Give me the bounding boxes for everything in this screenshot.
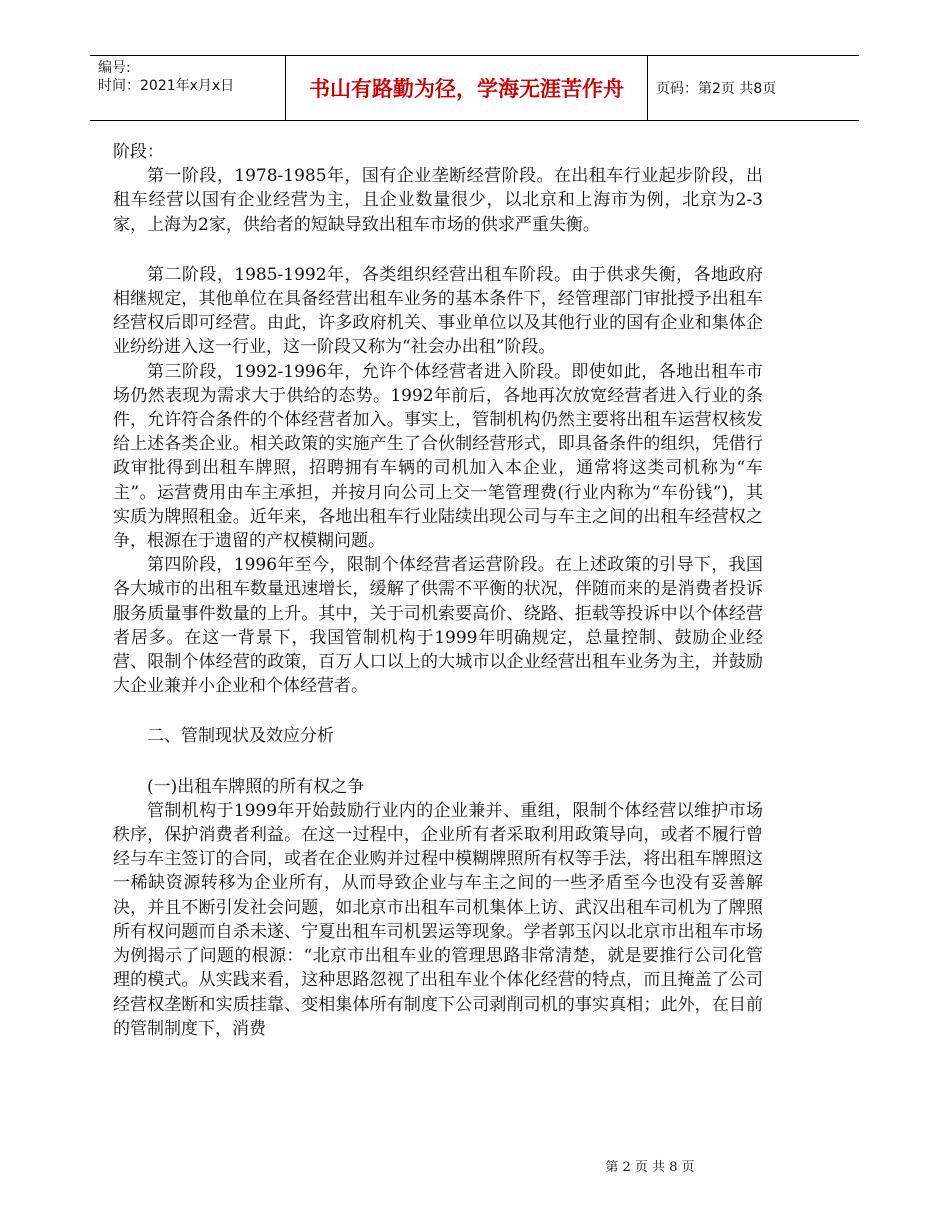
section-heading: 二、管制现状及效应分析 [147, 726, 334, 747]
paragraph-ownership: 管制机构于1999年开始鼓励行业内的企业兼并、重组，限制个体经营以维护市场秩序，保护消费者利益。在这一过程中，企业所有者采取利用政策导向，或者不履行曾经与车主签订的合同，或者在企业购并过程中模糊牌照所有权等手法，将出租车牌照这一稀缺资源转移为企业所有，从而导致企业与车主之间的一些矛盾至今也没有妥善解决，并且不断引发社会问题，如北京市出租车司机集体上访、武汉出租车司机为了牌照所有权问题而自杀未遂、宁夏出租车司机罢运等现象。学者郭玉闪以北京市出租车市场为例揭示了问题的根源：“北京市出租车业的管理思路非常清楚，就是要推行公司化管理的模式。从实践来看，这种思路忽视了出租车业个体化经营的特点，而且掩盖了公司经营权垄断和实质挂靠、变相集体所有制度下公司剥削司机的事实真相；此外，在目前的管制制度下，消费 [113, 800, 763, 1039]
page-footer: 第 2 页 共 8 页 [605, 1160, 695, 1175]
header-page-label: 页码：第2页 共8页 [656, 81, 777, 97]
paragraph-stage-2: 第二阶段，1985-1992年，各类组织经营出租车阶段。由于供求失衡，各地政府相继规定，其他单位在具备经营出租车业务的基本条件下，经管理部门审批授予出租车经营权后即可经营。由此，许多政府机关、事业单位以及其他行业的国有企业和集体企业纷纷进入这一行业，这一阶段又称为“社会办出租”阶段。 [113, 264, 763, 358]
document-body [113, 140, 763, 1041]
header-table [90, 55, 859, 121]
paragraph-stage-1: 第一阶段，1978-1985年，国有企业垄断经营阶段。在出租车行业起步阶段，出租车经营以国有企业经营为主，且企业数量很少，以北京和上海市为例，北京为2-3家，上海为2家，供给者的短缺导致出租车市场的供求严重失衡。 [113, 166, 763, 235]
doc-number-label: 编号: [98, 60, 131, 76]
paragraph-intro: 阶段： [113, 142, 164, 162]
paragraph-stage-3: 第三阶段，1992-1996年，允许个体经营者进入阶段。即使如此，各地出租车市场仍然表现为需求大于供给的态势。1992年前后，各地再次放宽经营者进入行业的条件，允许符合条件的个体经营者加入。事实上，管制机构仍然主要将出租车运营权核发给上述各类企业。相关政策的实施产生了合伙制经营形式，即具备条件的组织，凭借行政审批得到出租车牌照，招聘拥有车辆的司机加入本企业，通常将这类司机称为“车主”。运营费用由车主承担，并按月向公司上交一笔管理费(行业内称为“车份钱”)，其实质为牌照租金。近年来，各地出租车行业陆续出现公司与车主之间的出租车经营权之争，根源在于遗留的产权模糊问题。 [113, 361, 763, 552]
header-meta-cell [90, 56, 286, 120]
doc-time-label: 时间：2021年x月x日 [98, 78, 235, 94]
header-motto: 书山有路勤为径，学海无涯苦作舟 [286, 56, 648, 120]
subsection-heading: (一)出租车牌照的所有权之争 [147, 776, 365, 797]
paragraph-stage-4: 第四阶段，1996年至今，限制个体经营者运营阶段。在上述政策的引导下，我国各大城市的出租车数量迅速增长，缓解了供需不平衡的状况，伴随而来的是消费者投诉服务质量事件数量的上升。其中，关于司机索要高价、绕路、拒载等投诉中以个体经营者居多。在这一背景下，我国管制机构于1999年明确规定，总量控制、鼓励企业经营、限制个体经营的政策，百万人口以上的大城市以企业经营出租车业务为主，并鼓励大企业兼并小企业和个体经营者。 [113, 555, 763, 697]
